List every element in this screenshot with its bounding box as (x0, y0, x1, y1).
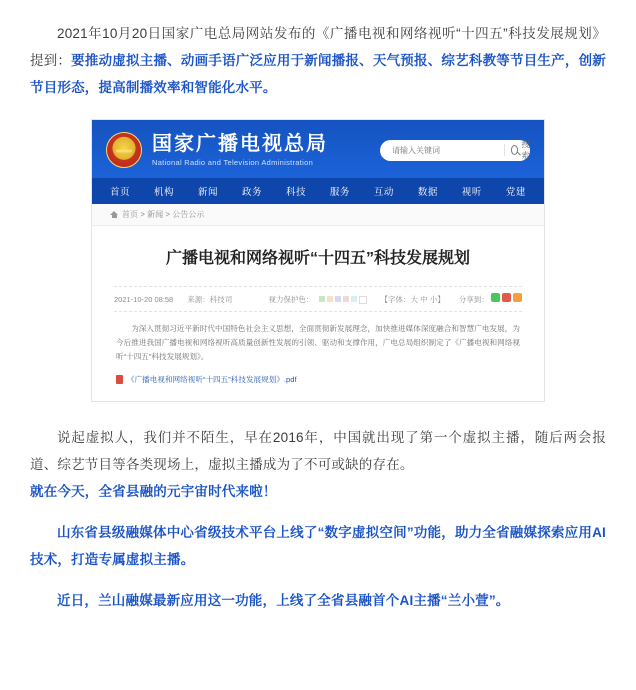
nav-item-7[interactable]: 数据 (417, 187, 438, 198)
wechat-share-icon[interactable] (491, 293, 500, 302)
site-nav[interactable] (92, 178, 544, 204)
swatch-green[interactable] (319, 296, 325, 302)
article-meta (114, 286, 522, 312)
eye-protection-label: 视力保护色： (268, 294, 314, 304)
swatch-beige[interactable] (327, 296, 333, 302)
swatch-pink[interactable] (343, 296, 349, 302)
paragraph-2-highlight: 就在今天，全省县融的元宇宙时代来啦！ (30, 484, 277, 499)
article-source: 来源：科技司 (187, 294, 233, 304)
weibo-share-icon[interactable] (502, 293, 511, 302)
nav-item-4[interactable]: 科技 (285, 187, 306, 198)
breadcrumb (92, 204, 544, 226)
article-body: 为深入贯彻习近平新时代中国特色社会主义思想，全面贯彻新发展理念，加快推进媒体深度融合和智慧广电发展，为今后推进我国广播电视和网络视听高质量创新性发展的引领、驱动和支撑作用，广电总局组织制定了《广播电视和网络视听“十四五”科技发展规划》。 (116, 324, 520, 361)
search-input[interactable] (390, 145, 504, 156)
search-button[interactable] (504, 140, 538, 160)
paragraph-3: 山东省县级融媒体中心省级技术平台上线了“数字虚拟空间”功能，助力全省融媒探索应用AI技术，打造专属虚拟主播。 (30, 525, 606, 567)
paragraph-4: 近日，兰山融媒最新应用这一功能，上线了全省县融首个AI主播“兰小萱”。 (57, 593, 510, 608)
search-button-label: 搜索 (521, 140, 530, 160)
more-share-icon[interactable] (513, 293, 522, 302)
site-search[interactable] (380, 140, 530, 161)
article-attachment[interactable] (92, 368, 544, 401)
share-block[interactable] (459, 293, 522, 305)
embedded-screenshot (91, 119, 545, 402)
nav-item-2[interactable]: 新闻 (197, 187, 218, 198)
article-title: 广播电视和网络视听“十四五”科技发展规划 (165, 250, 470, 267)
national-emblem-icon (106, 132, 142, 168)
breadcrumb-text: 首页 > 新闻 > 公告公示 (122, 210, 205, 219)
font-size-control[interactable]: 【字体：大 中 小】 (380, 294, 445, 304)
paragraph-2-text: 说起虚拟人，我们并不陌生，早在2016年，中国就出现了第一个虚拟主播，随后两会报道、综艺节目等各类现场上，虚拟主播成为了不可或缺的存在。 (30, 430, 606, 472)
paragraph-1 (30, 20, 606, 101)
nav-item-1[interactable]: 机构 (153, 187, 174, 198)
site-title-block (152, 133, 328, 168)
eye-protection-colors[interactable] (268, 294, 366, 305)
swatch-white[interactable] (359, 296, 367, 304)
nav-item-8[interactable]: 视听 (461, 187, 482, 198)
article-date: 2021-10-20 08:58 (114, 294, 174, 304)
search-icon (511, 145, 518, 155)
swatch-lavender[interactable] (335, 296, 341, 302)
pdf-icon (116, 375, 123, 384)
color-swatches[interactable] (319, 296, 367, 304)
nav-item-0[interactable]: 首页 (110, 187, 131, 198)
swatch-cyan[interactable] (351, 296, 357, 302)
site-name-cn: 国家广播电视总局 (152, 132, 328, 155)
nav-item-9[interactable]: 党建 (505, 187, 526, 198)
nav-item-6[interactable]: 互动 (373, 187, 394, 198)
paragraph-2 (30, 424, 606, 478)
share-label: 分享到： (458, 295, 489, 304)
attachment-link[interactable]: 《广播电视和网络视听“十四五”科技发展规划》.pdf (127, 375, 297, 384)
home-icon (110, 211, 118, 218)
paragraph-1-highlight: 要推动虚拟主播、动画手语广泛应用于新闻播报、天气预报、综艺科教等节目生产，创新节目形态，提高制播效率和智能化水平。 (30, 53, 606, 95)
nav-item-3[interactable]: 政务 (241, 187, 262, 198)
paragraph-1-lead: 2021年10月20日国家广电总局网站发布的《广播电视和网络视听“十四五”科技发展规划》提到： (30, 26, 606, 68)
nav-item-5[interactable]: 服务 (329, 187, 350, 198)
screenshot-header (92, 120, 544, 178)
site-name-en: National Radio and Television Administration (152, 157, 314, 167)
